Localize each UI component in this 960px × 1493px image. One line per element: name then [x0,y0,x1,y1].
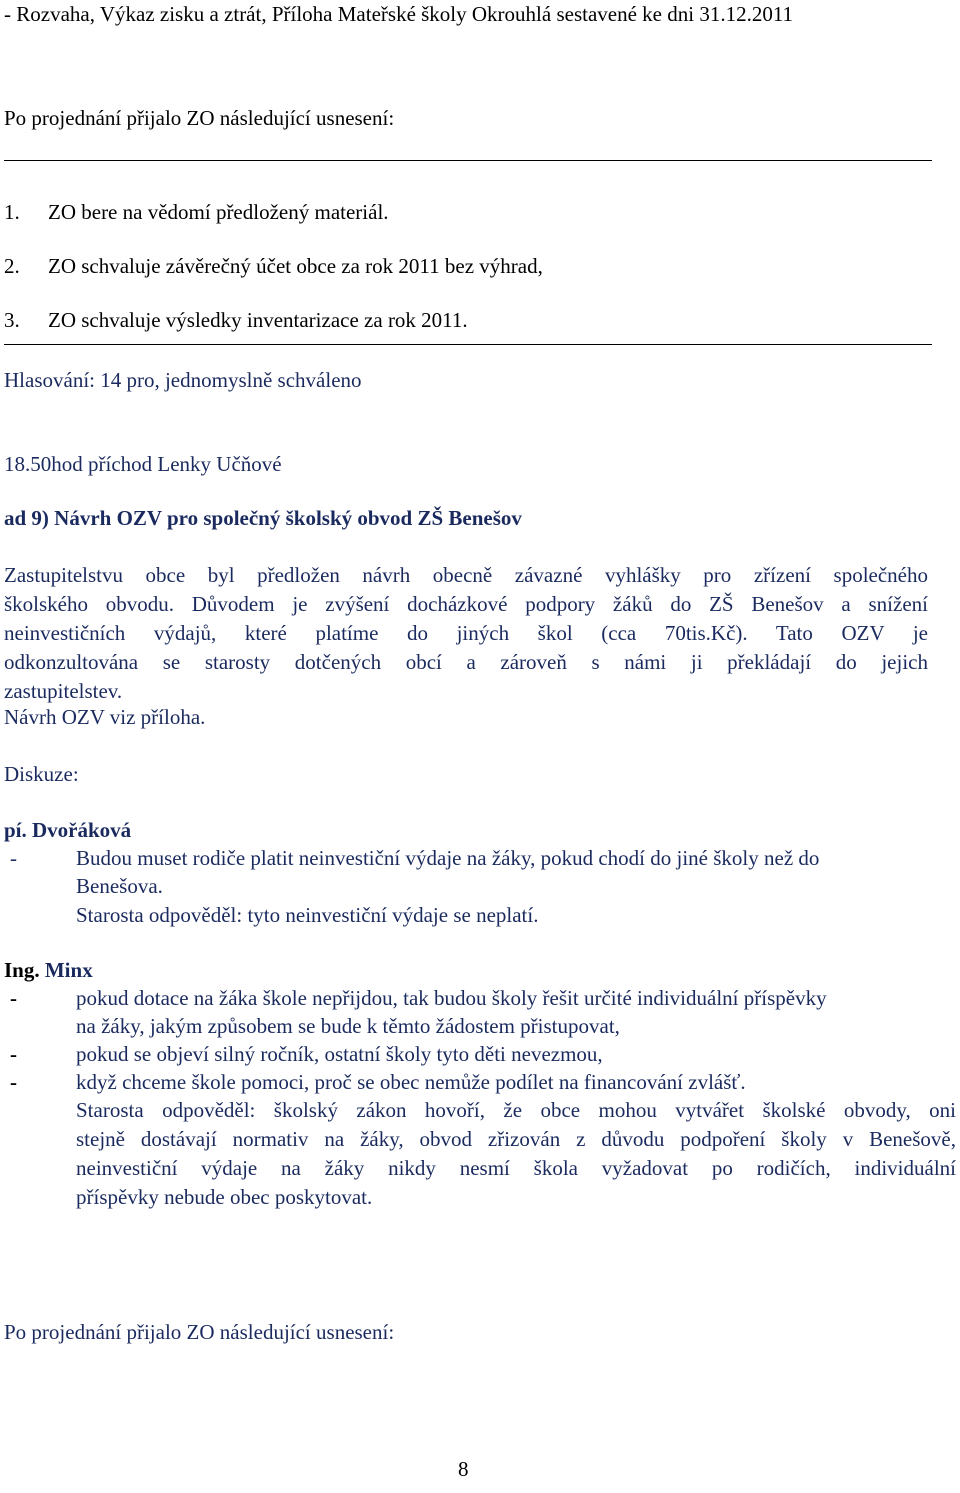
list-item-text: pokud se objeví silný ročník, ostatní školy tyto děti nevezmou, [76,1042,603,1066]
resolution-intro: Po projednání přijalo ZO následující usnesení: [4,106,395,130]
list-item [4,844,819,873]
resolution-number: 2. [4,254,20,278]
mayor-reply [76,1096,956,1212]
list-item [4,1068,746,1097]
speaker-name [4,956,93,985]
agenda-heading: ad 9) Návrh OZV pro společný školský obvod ZŠ Benešov [4,506,522,530]
mayor-reply-line: stejně dostávají normativ na žáky, obvod zřizován z důvodu podpoření školy v Benešově, [76,1127,956,1151]
agenda-body-line: neinvestičních výdajů, které platíme do jiných škol (cca 70tis.Kč). Tato OZV je [4,621,928,645]
list-item [4,1040,603,1069]
agenda-body-line: odkonzultována se starosty dotčených obcí a zároveň s námi ji překládají do jejich [4,650,928,674]
agenda-body-line: Zastupitelstvu obce byl předložen návrh obecně závazné vyhlášky pro zřízení společného [4,563,928,587]
header-line: - Rozvaha, Výkaz zisku a ztrát, Příloha Mateřské školy Okrouhlá sestavené ke dni 31.12.2011 [4,2,794,26]
mayor-reply-line: Starosta odpověděl: školský zákon hovoří, že obce mohou vytvářet školské obvody, oni [76,1098,956,1122]
list-item-continuation: Benešova. [76,874,163,898]
speaker-name [4,816,131,845]
speaker-surname: Minx [44,958,93,982]
list-item-text: Budou muset rodiče platit neinvestiční výdaje na žáky, pokud chodí do jiné školy než do [76,846,820,870]
resolution-item [4,306,468,335]
page-number: 8 [458,1457,469,1481]
agenda-body-line: zastupitelstev. [4,679,123,703]
agenda-body [4,561,928,706]
resolution-intro: Po projednání přijalo ZO následující usnesení: [4,1320,395,1344]
speaker-prefix: pí. [4,818,27,842]
list-item-text: když chceme škole pomoci, proč se obec nemůže podílet na financování zvlášť. [76,1070,746,1094]
discussion-label: Diskuze: [4,762,79,786]
resolution-number: 3. [4,308,20,332]
speaker-surname: Dvořáková [32,818,132,842]
mayor-reply: Starosta odpověděl: tyto neinvestiční výdaje se neplatí. [76,903,539,927]
list-item-continuation: na žáky, jakým způsobem se bude k těmto žádostem přistupovat, [76,1014,620,1038]
speaker-prefix: Ing. [4,958,40,982]
resolution-text: ZO schvaluje výsledky inventarizace za rok 2011. [48,308,468,332]
dash-bullet: - [10,1070,17,1094]
mayor-reply-line: neinvestiční výdaje na žáky nikdy nesmí škola vyžadovat po rodičích, individuální [76,1156,956,1180]
dash-bullet: - [10,846,17,870]
mayor-reply-line: příspěvky nebude obec poskytovat. [76,1185,373,1209]
dash-bullet: - [10,986,17,1010]
agenda-body-line: školského obvodu. Důvodem je zvýšení docházkové podpory žáků do ZŠ Benešov a snížení [4,592,928,616]
resolution-number: 1. [4,200,20,224]
resolution-text: ZO bere na vědomí předložený materiál. [48,200,389,224]
divider [4,344,932,345]
list-item [4,984,827,1013]
attachment-note: Návrh OZV viz příloha. [4,705,206,729]
arrival-note: 18.50hod příchod Lenky Učňové [4,452,282,476]
resolution-item [4,252,543,281]
dash-bullet: - [10,1042,17,1066]
resolution-text: ZO schvaluje závěrečný účet obce za rok 2011 bez výhrad, [48,254,543,278]
resolution-item [4,198,389,227]
list-item-text: pokud dotace na žáka škole nepřijdou, tak budou školy řešit určité individuální příspěvky [76,986,827,1010]
divider [4,160,932,161]
vote-result: Hlasování: 14 pro, jednomyslně schváleno [4,368,362,392]
